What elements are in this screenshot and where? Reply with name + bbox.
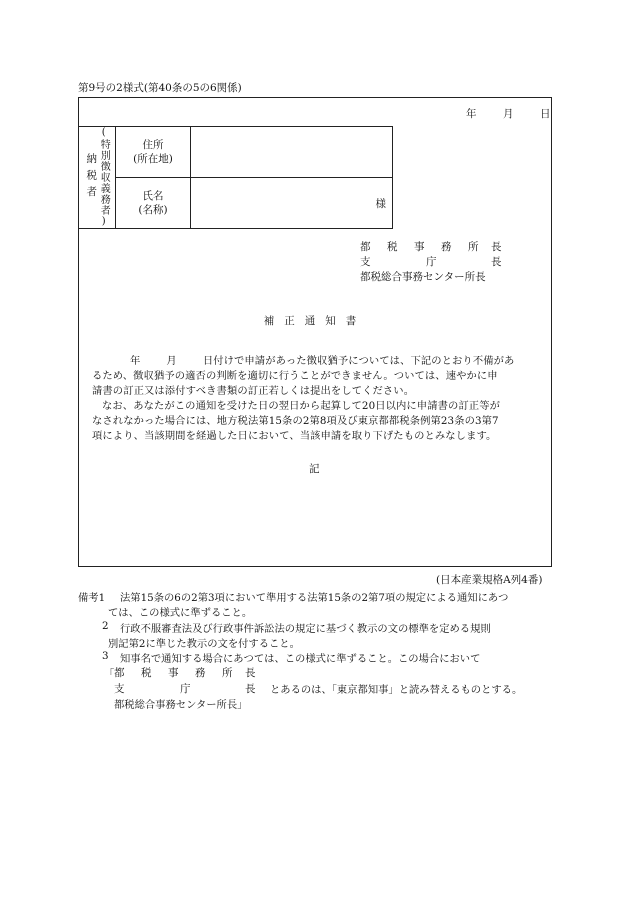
address-value-cell[interactable] — [191, 127, 393, 178]
remark-3-quote-line1: 都 税 事 務 所 長 — [114, 667, 256, 679]
remark-2-num: 2 — [102, 620, 109, 632]
remarks-label: 備考1 — [78, 592, 106, 604]
date-month: 月 — [503, 108, 514, 120]
remark-2-line2: 別記第2に準じた教示の文を付すること。 — [108, 638, 300, 650]
name-label-sub: (名称) — [138, 204, 168, 216]
body-p1-line3: 請書の訂正又は添付すべき書類の訂正若しくは提出をしてください。 — [92, 385, 415, 397]
remark-3-quote-open: 「 — [104, 668, 115, 680]
taxpayer-label-main: 納税者 — [85, 152, 98, 203]
issuer-line-2: 支 庁 長 — [360, 256, 502, 268]
date-year: 年 — [466, 108, 477, 120]
name-label: 氏名 — [142, 190, 164, 202]
name-value-cell[interactable] — [191, 178, 393, 229]
taxpayer-table — [78, 126, 393, 229]
notice-title: 補正通知書 — [263, 315, 367, 327]
address-label: 住所 — [142, 139, 164, 151]
address-label-sub: (所在地) — [133, 153, 173, 165]
honorific-sama: 様 — [375, 198, 386, 210]
body-p2-line2: なされなかった場合には、地方税法第15条の2第8項及び東京都都税条例第23条の3第7 — [92, 415, 499, 427]
remark-3-tail: とあるのは、「東京都知事」と読み替えるものとする。 — [270, 684, 523, 696]
address-label-cell — [116, 127, 191, 178]
name-label-cell — [116, 178, 191, 229]
taxpayer-label — [79, 127, 116, 229]
body-p2-line3: 項により、当該期間を経過した日において、当該申請を取り下げたものとみなします。 — [92, 430, 497, 442]
remark-2-line1: 行政不服審査法及び行政事件訴訟法の規定に基づく教示の文の標準を定める規則 — [120, 623, 491, 635]
remark-3-quote-line3: 都税総合事務センター所長」 — [114, 699, 248, 711]
body-p2-line1: なお、あなたがこの通知を受けた日の翌日から起算して20日以内に申請書の訂正等が — [102, 400, 500, 412]
remark-1-line2: ては、この様式に準ずること。 — [108, 607, 253, 619]
remark-3-line1: 知事名で通知する場合にあつては、この様式に準ずること。この場合において — [120, 653, 481, 665]
remark-1-line1: 法第15条の6の2第3項において準用する法第15条の2第7項の規定による通知にあつ — [120, 592, 509, 604]
paper-size: (日本産業規格A列4番) — [436, 574, 543, 586]
ki-mark: 記 — [309, 463, 320, 475]
issuer-line-1: 都 税 事 務 所 長 — [360, 241, 502, 253]
body-p1-line1: 年 月 日付けで申請があった徴収猶予については、下記のとおり不備があ — [130, 355, 515, 367]
issuer-line-3: 都税総合事務センター所長 — [360, 271, 486, 283]
body-p1-line2: るため、徴収猶予の適否の判断を適切に行うことができません。ついては、速やかに申 — [92, 370, 498, 382]
form-header: 第9号の2様式(第40条の5の6関係) — [78, 82, 242, 94]
taxpayer-label-sub: (特別徴収義務者) — [98, 127, 110, 228]
remark-3-quote-line2: 支 庁 長 — [114, 683, 256, 695]
date-day: 日 — [540, 108, 551, 120]
remark-3-num: 3 — [102, 650, 109, 662]
